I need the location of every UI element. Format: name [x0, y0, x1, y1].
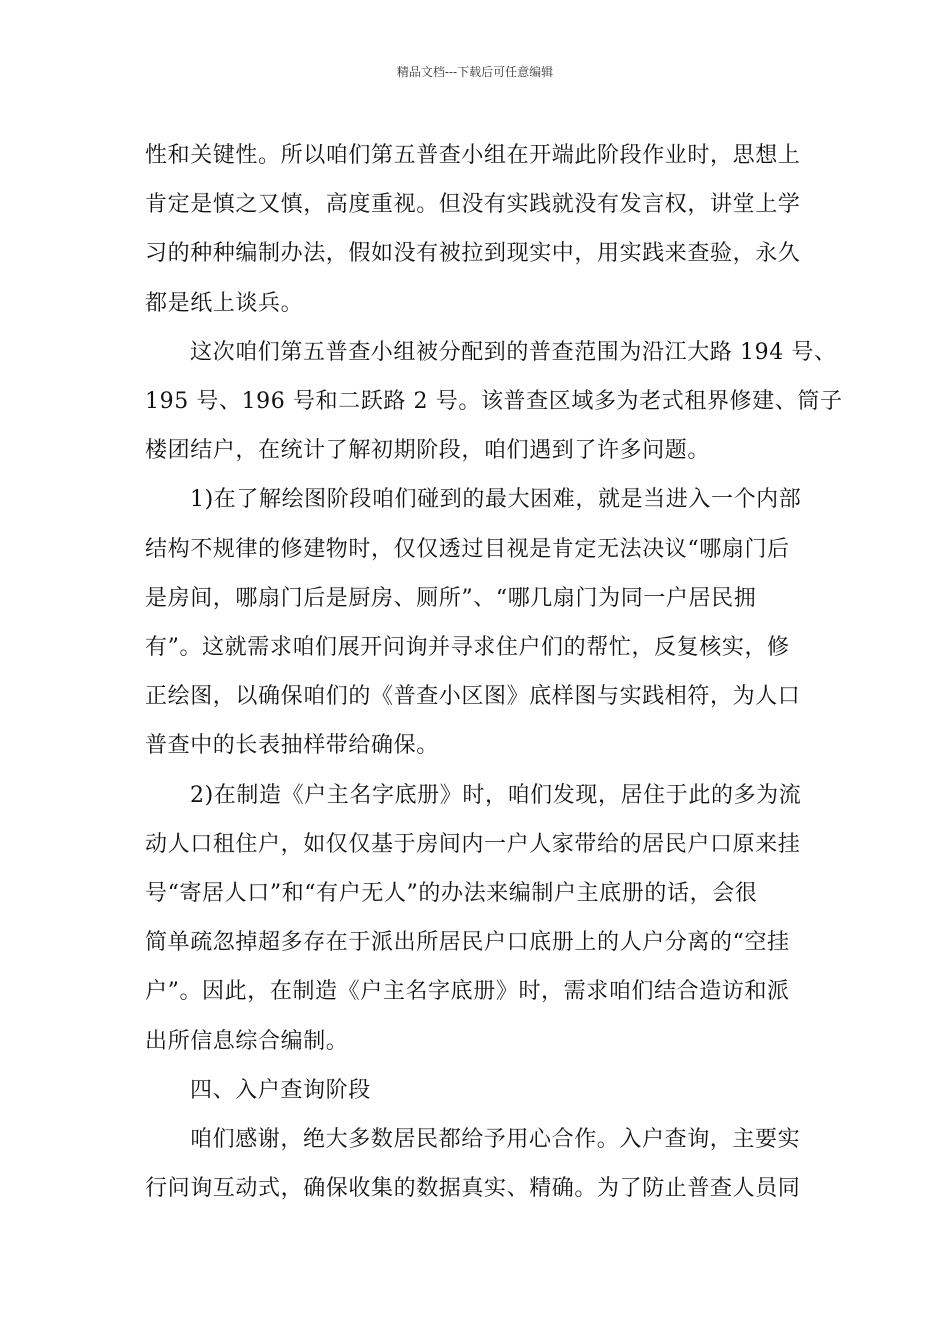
text-line: 1)在了解绘图阶段咱们碰到的最大困难，就是当进入一个内部	[190, 487, 802, 513]
text-line: 有”。这就需求咱们展开问询并寻求住户们的帮忙，反复核实，修	[145, 635, 790, 661]
text-line: 号“寄居人口”和“有户无人”的办法来编制户主底册的话，会很	[145, 881, 758, 907]
text-line: 这次咱们第五普查小组被分配到的普查范围为沿江大路 194 号、	[190, 339, 837, 365]
paragraph	[145, 475, 808, 770]
section-heading	[145, 1066, 808, 1115]
text-line: 肯定是慎之又慎，高度重视。但没有实践就没有发言权，讲堂上学	[145, 192, 801, 218]
text-line: 动人口租住户，如仅仅基于房间内一户人家带给的居民户口原来挂	[145, 831, 801, 857]
text-line: 是房间，哪扇门后是厨房、厕所”、“哪几扇门为同一户居民拥	[145, 585, 757, 611]
text-line: 出所信息综合编制。	[145, 1028, 349, 1054]
text-line: 习的种种编制办法，假如没有被拉到现实中，用实践来查验，永久	[145, 241, 801, 267]
text-line: 咱们感谢，绝大多数居民都给予用心合作。入户查询，主要实	[190, 1127, 801, 1153]
paragraph	[145, 328, 843, 476]
page-header: 精品文档---下载后可任意编辑	[396, 65, 554, 79]
paragraph	[145, 771, 808, 1066]
text-line: 性和关键性。所以咱们第五普查小组在开端此阶段作业时，思想上	[145, 143, 801, 168]
text-line: 行问询互动式，确保收集的数据真实、精确。为了防止普查人员同	[145, 1176, 801, 1202]
text-line: 2)在制造《户主名字底册》时，咱们发现，居住于此的多为流	[190, 782, 802, 808]
text-line: 结构不规律的修建物时，仅仅透过目视是肯定无法决议“哪扇门后	[145, 536, 790, 562]
text-line: 正绘图，以确保咱们的《普查小区图》底样图与实践相符，为人口	[145, 684, 801, 710]
text-line: 户”。因此，在制造《户主名字底册》时，需求咱们结合造访和派	[145, 979, 790, 1005]
document-body	[145, 131, 843, 1213]
text-line: 都是纸上谈兵。	[145, 290, 304, 316]
text-line: 四、入户查询阶段	[190, 1077, 371, 1103]
text-line: 楼团结户，在统计了解初期阶段，咱们遇到了许多问题。	[145, 438, 711, 464]
text-line: 普查中的长表抽样带给确保。	[145, 733, 439, 759]
paragraph	[145, 1115, 808, 1213]
text-line: 195 号、196 号和二跃路 2 号。该普查区域多为老式租界修建、筒子	[145, 389, 843, 415]
paragraph	[145, 131, 808, 328]
text-line: 简单疏忽掉超多存在于派出所居民户口底册上的人户分离的“空挂	[145, 930, 790, 956]
